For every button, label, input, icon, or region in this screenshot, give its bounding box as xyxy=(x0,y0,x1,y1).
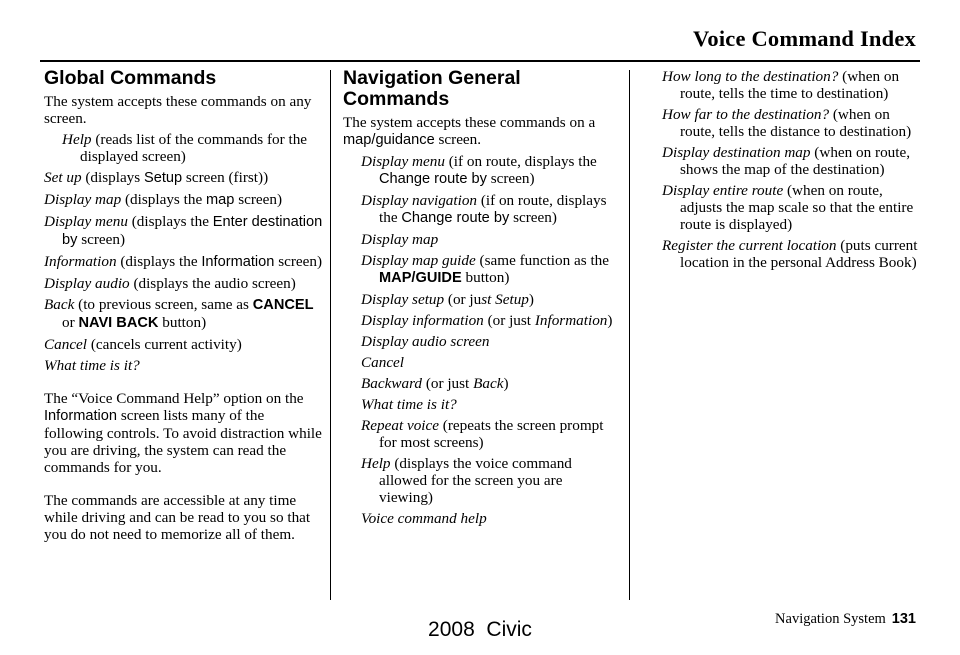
nav-cmd-cancel: Cancel xyxy=(361,354,405,371)
global-commands-column xyxy=(44,68,326,543)
nav-cmd-help: Help (displays the voice command allowed for the screen you are viewing) xyxy=(361,455,572,506)
page-title: Voice Command Index xyxy=(693,26,916,51)
cmd-information: Information (displays the Information screen) xyxy=(44,253,323,270)
cmd-back: Back (to previous screen, same as CANCEL or NAVI BACK button) xyxy=(44,296,314,331)
cmd-destination-map: Display destination map (when on route, shows the map of the destination) xyxy=(662,144,911,178)
accessible-paragraph: The commands are accessible at any time while driving and can be read to you so that you do not need to memorize all of them. xyxy=(44,492,311,543)
nav-cmd-repeat-voice: Repeat voice (repeats the screen prompt for most screens) xyxy=(361,417,604,451)
cmd-entire-route: Display entire route (when on route, adjusts the map scale so that the entire route is displayed) xyxy=(662,182,914,233)
column-divider-left xyxy=(330,70,331,600)
nav-cmd-voice-command-help: Voice command help xyxy=(361,510,487,527)
nav-cmd-what-time: What time is it? xyxy=(361,396,457,413)
global-commands-heading: Global Commands xyxy=(44,67,217,89)
header-rule xyxy=(40,60,920,62)
navigation-commands-heading: Navigation General Commands xyxy=(343,67,521,110)
nav-cmd-display-setup: Display setup (or just Setup) xyxy=(361,291,534,308)
watermark-text: 2008 Civic xyxy=(428,618,532,641)
voice-help-paragraph: The “Voice Command Help” option on the Information screen lists many of the following controls. To avoid distraction while you are driving, the system can read the commands for you. xyxy=(44,390,322,476)
cmd-what-time: What time is it? xyxy=(44,357,140,374)
nav-cmd-display-map-guide: Display map guide (same function as the MAP/GUIDE button) xyxy=(361,252,610,286)
global-intro: The system accepts these commands on any screen. xyxy=(44,93,312,127)
page-footer: Navigation System 131 xyxy=(775,611,916,627)
cmd-display-menu: Display menu (displays the Enter destination by screen) xyxy=(44,213,323,248)
navigation-commands-continued-column xyxy=(662,68,924,275)
nav-cmd-backward: Backward (or just Back) xyxy=(361,375,509,392)
nav-cmd-display-menu: Display menu (if on route, displays the Change route by screen) xyxy=(361,153,597,187)
cmd-help: Help (reads list of the commands for the displayed screen) xyxy=(62,131,308,165)
column-divider-right xyxy=(629,70,630,600)
cmd-register-location: Register the current location (puts current location in the personal Address Book) xyxy=(662,237,918,271)
cmd-display-map: Display map (displays the map screen) xyxy=(44,191,283,208)
cmd-how-long: How long to the destination? (when on route, tells the time to destination) xyxy=(662,68,900,102)
nav-cmd-display-information: Display information (or just Information) xyxy=(361,312,613,329)
cmd-display-audio: Display audio (displays the audio screen) xyxy=(44,275,296,292)
page-number: 131 xyxy=(891,611,916,627)
navigation-commands-column xyxy=(343,68,619,531)
nav-cmd-display-map: Display map xyxy=(361,231,439,248)
nav-cmd-display-navigation: Display navigation (if on route, displays the Change route by screen) xyxy=(361,192,607,226)
navigation-intro: The system accepts these commands on a map/guidance screen. xyxy=(343,114,596,148)
cmd-cancel: Cancel (cancels current activity) xyxy=(44,336,242,353)
cmd-how-far: How far to the destination? (when on route, tells the distance to destination) xyxy=(662,106,912,140)
cmd-setup: Set up (displays Setup screen (first)) xyxy=(44,169,269,186)
nav-cmd-display-audio-screen: Display audio screen xyxy=(361,333,490,350)
